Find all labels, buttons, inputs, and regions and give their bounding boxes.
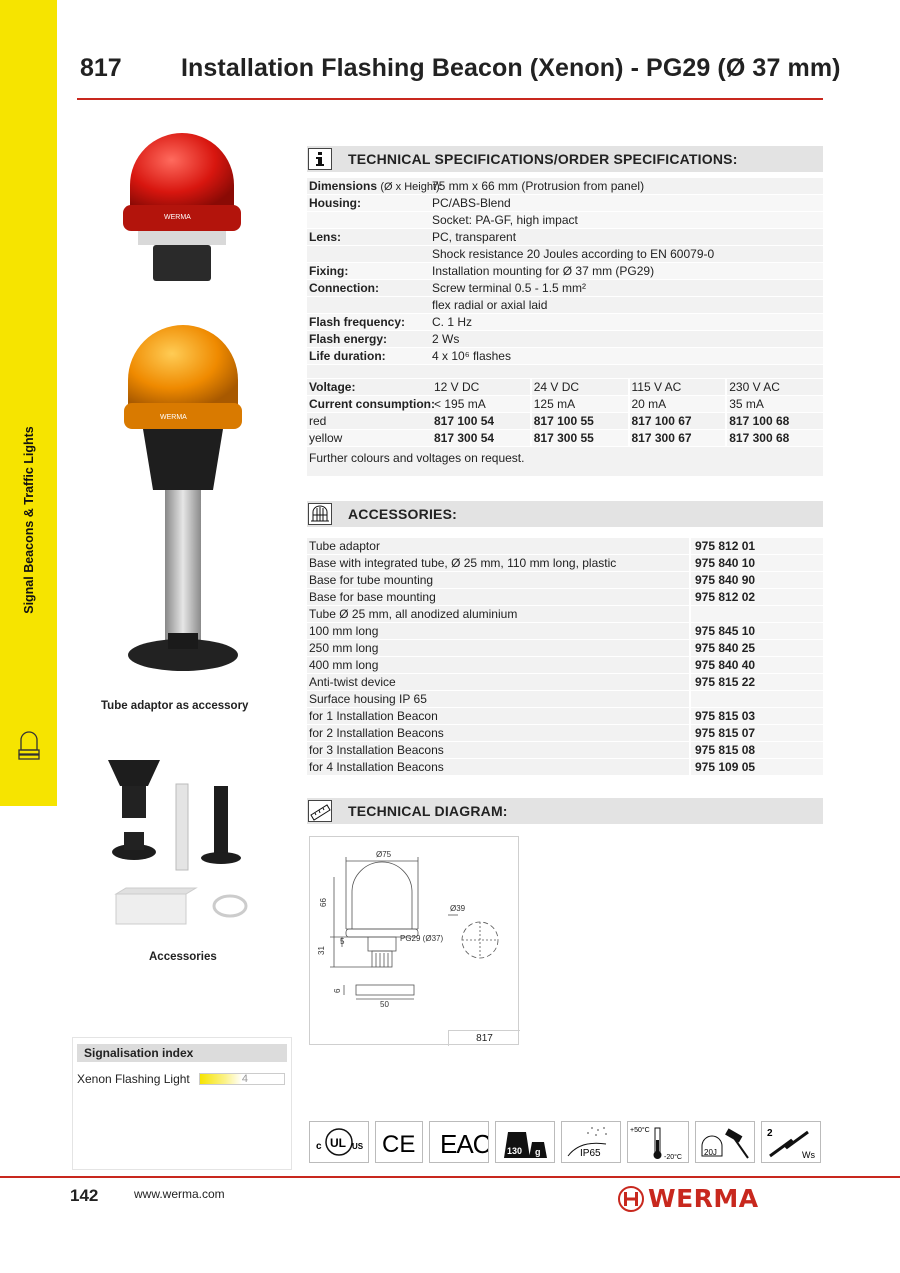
signalisation-index-heading: Signalisation index <box>77 1044 287 1062</box>
specs-heading: TECHNICAL SPECIFICATIONS/ORDER SPECIFICATIONS: <box>348 151 738 167</box>
accessory-code: 975 109 05 <box>689 759 823 775</box>
current-cell: 125 mA <box>530 396 628 412</box>
accessory-code: 975 840 25 <box>689 640 823 656</box>
table-row <box>307 674 823 691</box>
spec-row-red <box>307 413 823 430</box>
dimension-drawing <box>310 837 518 1027</box>
current-cell: 20 mA <box>628 396 726 412</box>
spec-key: Voltage: <box>309 380 356 394</box>
photo-caption-tube: Tube adaptor as accessory <box>101 700 249 712</box>
accessory-code: 975 815 03 <box>689 708 823 724</box>
spec-row-lens <box>307 229 823 246</box>
current-cell: < 195 mA <box>434 397 486 411</box>
table-row <box>307 572 823 589</box>
spec-key: Flash frequency: <box>309 315 406 329</box>
spec-row-housing <box>307 195 823 212</box>
accessory-description: 100 mm long <box>309 624 379 638</box>
accessory-code: 975 812 01 <box>689 538 823 554</box>
website-link[interactable]: www.werma.com <box>134 1187 225 1201</box>
spec-row-dimensions <box>307 178 823 195</box>
accessory-description: Base for base mounting <box>309 590 436 604</box>
accessories-heading-bar <box>307 501 823 527</box>
spec-row-flash-frequency <box>307 314 823 331</box>
table-row <box>307 691 823 708</box>
spec-key: Lens: <box>309 230 342 244</box>
table-row <box>307 538 823 555</box>
order-code: 817 100 54 <box>434 414 495 428</box>
order-code: 817 100 68 <box>725 413 823 429</box>
diagram-heading-bar <box>307 798 823 824</box>
order-code: 817 300 55 <box>530 430 628 446</box>
dim-label: 31 <box>317 946 326 955</box>
svg-text:c: c <box>316 1141 322 1152</box>
accessory-code: 975 840 10 <box>689 555 823 571</box>
temperature-range-icon <box>627 1121 689 1163</box>
spec-key: yellow <box>309 431 343 445</box>
accessories-table <box>307 538 823 776</box>
svg-text:UL: UL <box>330 1136 346 1150</box>
spec-key: Connection: <box>309 281 379 295</box>
cul-us-certification-icon <box>309 1121 369 1163</box>
spec-row-yellow <box>307 430 823 447</box>
ip65-icon <box>561 1121 621 1163</box>
accessory-description: Base for tube mounting <box>309 573 434 587</box>
order-code: 817 300 54 <box>434 431 495 445</box>
accessory-code: 975 845 10 <box>689 623 823 639</box>
voltage-cell: 24 V DC <box>530 379 628 395</box>
svg-text:IP65: IP65 <box>580 1148 601 1159</box>
accessory-description: for 3 Installation Beacons <box>309 743 444 757</box>
info-icon <box>308 148 332 170</box>
werma-logo-text: WERMA <box>648 1184 759 1213</box>
dim-label: 5 <box>340 937 345 946</box>
dim-label: PG29 (Ø37) <box>400 934 444 943</box>
svg-text:EAC: EAC <box>440 1129 488 1159</box>
signalisation-index-value: 4 <box>241 1073 248 1085</box>
svg-text:20J: 20J <box>704 1148 717 1157</box>
ruler-icon <box>308 800 332 822</box>
table-row <box>307 725 823 742</box>
svg-text:US: US <box>352 1142 364 1151</box>
spec-value: Shock resistance 20 Joules according to EN 60079-0 <box>432 247 715 261</box>
spec-key: Fixing: <box>309 264 349 278</box>
accessory-description: for 1 Installation Beacon <box>309 709 438 723</box>
specs-table <box>307 178 823 477</box>
table-row <box>307 708 823 725</box>
order-code: 817 300 67 <box>628 430 726 446</box>
page-number: 142 <box>70 1186 99 1205</box>
spec-key: Dimensions <box>309 179 378 193</box>
accessory-description: Base with integrated tube, Ø 25 mm, 110 mm long, plastic <box>309 556 617 570</box>
category-label: Signal Beacons & Traffic Lights <box>22 426 36 614</box>
page-product-number: 817 <box>80 54 122 82</box>
spec-row-fixing <box>307 263 823 280</box>
order-code: 817 300 68 <box>725 430 823 446</box>
accessory-code: 975 812 02 <box>689 589 823 605</box>
eac-mark-icon <box>429 1121 489 1163</box>
accessory-description: Surface housing IP 65 <box>309 692 427 706</box>
category-sidebar <box>0 0 57 806</box>
flash-energy-icon <box>761 1121 821 1163</box>
impact-resistance-icon <box>695 1121 755 1163</box>
accessory-description: for 4 Installation Beacons <box>309 760 444 774</box>
voltage-cell: 230 V AC <box>725 379 823 395</box>
housing-grid-icon <box>308 503 332 525</box>
spec-value: PC/ABS-Blend <box>432 196 511 210</box>
spec-value: Installation mounting for Ø 37 mm (PG29) <box>432 264 655 278</box>
page-title: Installation Flashing Beacon (Xenon) - PG29 (Ø 37 mm) <box>181 54 841 82</box>
order-code: 817 100 55 <box>530 413 628 429</box>
spec-row-lens-2 <box>307 246 823 263</box>
werma-logo-icon <box>618 1186 644 1212</box>
current-cell: 35 mA <box>725 396 823 412</box>
spec-key: Current consumption: <box>309 397 435 411</box>
svg-text:Ws: Ws <box>802 1150 815 1160</box>
accessory-code: 975 840 40 <box>689 657 823 673</box>
dim-label: Ø75 <box>376 850 392 859</box>
specs-heading-bar <box>307 146 823 172</box>
table-row <box>307 742 823 759</box>
diagram-code: 817 <box>448 1030 520 1046</box>
spec-row-current <box>307 396 823 413</box>
spec-value: flex radial or axial laid <box>432 298 548 312</box>
voltage-cell: 115 V AC <box>628 379 726 395</box>
spec-key-note: (Ø x Height): <box>380 181 443 193</box>
spec-value: 75 mm x 66 mm (Protrusion from panel) <box>432 179 645 193</box>
svg-text:+50°C: +50°C <box>630 1127 650 1134</box>
table-row <box>307 759 823 776</box>
accessories-heading: ACCESSORIES: <box>348 506 457 522</box>
technical-diagram <box>309 836 519 1045</box>
spec-row-voltage <box>307 379 823 396</box>
spec-value: PC, transparent <box>432 230 517 244</box>
spec-row-connection <box>307 280 823 297</box>
spec-spacer <box>307 365 823 379</box>
table-row <box>307 555 823 572</box>
table-row <box>307 623 823 640</box>
accessory-code <box>689 691 823 707</box>
svg-text:g: g <box>535 1147 541 1157</box>
spec-key: Flash energy: <box>309 332 388 346</box>
spec-key: red <box>309 414 327 428</box>
svg-text:WERMA: WERMA <box>164 214 191 221</box>
table-row <box>307 657 823 674</box>
svg-text:WERMA: WERMA <box>160 414 187 421</box>
accessory-description: Tube adaptor <box>309 539 380 553</box>
photo-caption-accessories: Accessories <box>149 951 217 963</box>
spec-row-connection-2 <box>307 297 823 314</box>
spec-note: Further colours and voltages on request. <box>307 447 823 477</box>
accessory-description: for 2 Installation Beacons <box>309 726 444 740</box>
signalisation-index-box <box>72 1037 292 1170</box>
accessory-code: 975 815 07 <box>689 725 823 741</box>
dim-label: Ø39 <box>450 904 466 913</box>
signalisation-index-bar <box>199 1073 285 1085</box>
accessory-description: Anti-twist device <box>309 675 396 689</box>
svg-text:-20°C: -20°C <box>664 1154 682 1161</box>
diagram-heading: TECHNICAL DIAGRAM: <box>348 803 508 819</box>
footer-divider <box>0 1176 900 1178</box>
dim-label: 6 <box>333 988 342 993</box>
accessory-code <box>689 606 823 622</box>
svg-text:CE: CE <box>382 1131 416 1158</box>
weight-icon <box>495 1121 555 1163</box>
yellow-beacon-on-tube-photo <box>118 325 248 675</box>
werma-logo <box>618 1184 759 1217</box>
spec-key: Housing: <box>309 196 361 210</box>
accessory-description: 400 mm long <box>309 658 379 672</box>
beacon-icon <box>17 728 41 762</box>
red-beacon-photo <box>118 125 248 285</box>
svg-text:2: 2 <box>767 1128 773 1139</box>
accessory-code: 975 840 90 <box>689 572 823 588</box>
spec-row-flash-energy <box>307 331 823 348</box>
dim-label: 66 <box>319 898 328 907</box>
spec-value: 2 Ws <box>432 332 460 346</box>
table-row <box>307 606 823 623</box>
accessories-photo <box>100 748 260 933</box>
spec-key: Life duration: <box>309 349 386 363</box>
order-code: 817 100 67 <box>628 413 726 429</box>
accessory-code: 975 815 08 <box>689 742 823 758</box>
spec-value: C. 1 Hz <box>432 315 473 329</box>
accessory-code: 975 815 22 <box>689 674 823 690</box>
header-divider <box>77 98 823 100</box>
table-row <box>307 640 823 657</box>
accessory-description: Tube Ø 25 mm, all anodized aluminium <box>309 607 518 621</box>
spec-value: 4 x 10⁶ flashes <box>432 349 511 363</box>
ce-mark-icon <box>375 1121 423 1163</box>
spec-value: Screw terminal 0.5 - 1.5 mm² <box>432 281 587 295</box>
signalisation-index-label: Xenon Flashing Light <box>77 1072 190 1086</box>
dim-label: 50 <box>380 1000 389 1009</box>
svg-text:130: 130 <box>507 1146 523 1156</box>
spec-row-housing-2 <box>307 212 823 229</box>
spec-value: Socket: PA-GF, high impact <box>432 213 578 227</box>
spec-row-life <box>307 348 823 365</box>
voltage-cell: 12 V DC <box>434 380 480 394</box>
accessory-description: 250 mm long <box>309 641 379 655</box>
table-row <box>307 589 823 606</box>
